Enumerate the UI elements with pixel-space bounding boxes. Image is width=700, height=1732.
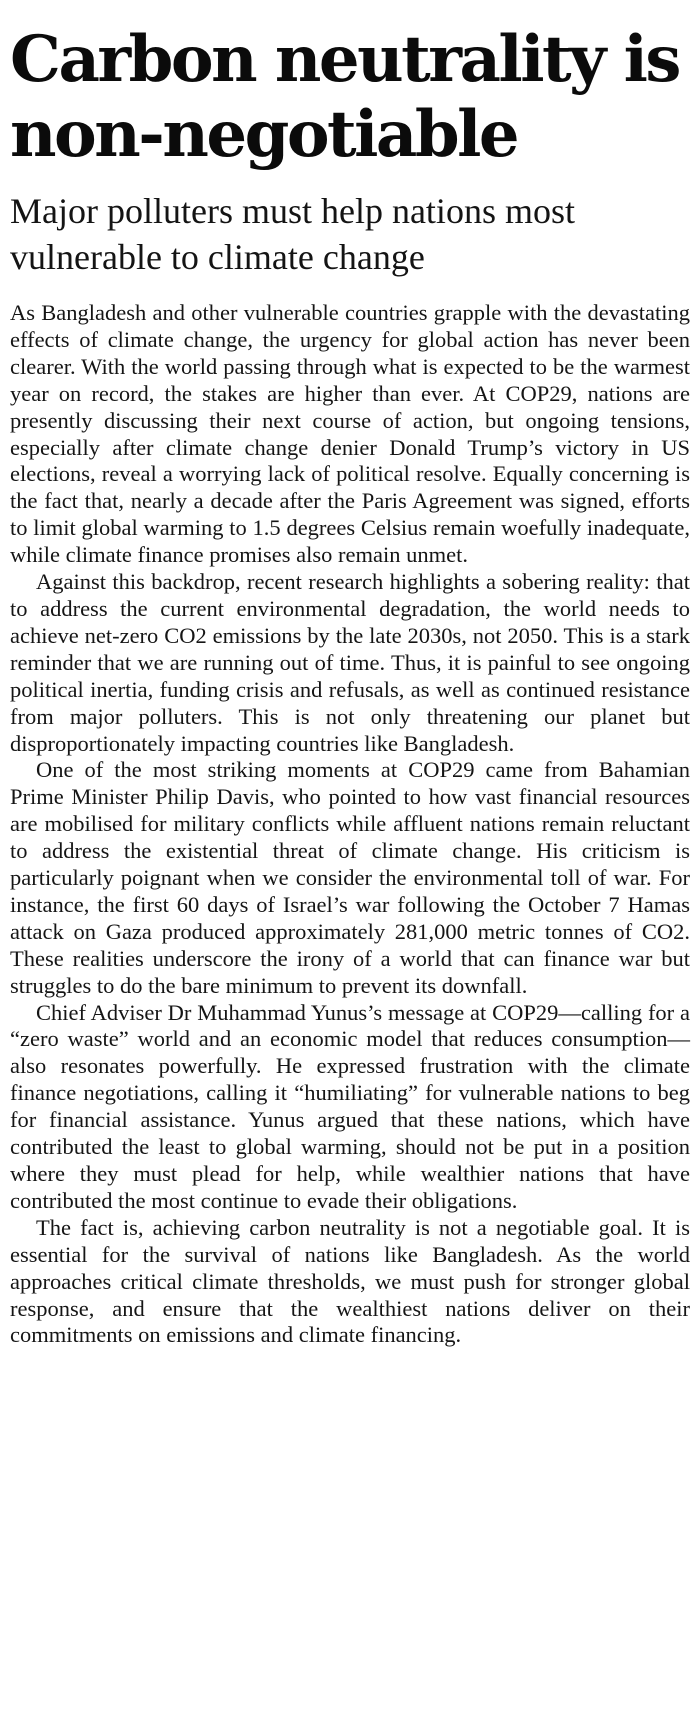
- subheadline: Major polluters must help nations most vulnerable to climate change: [10, 191, 575, 277]
- headline: Carbon neutrality is non-negotiable: [10, 22, 679, 172]
- paragraph-5: The fact is, achieving carbon neutrality is not a negotiable goal. It is essential for the survival of nations like Bangladesh. As the world approaches critical climate thresholds, we must push for stronger global response, and ensure that the wealthiest nations deliver on their commitments on emissions and climate financing.: [10, 1214, 690, 1348]
- paragraph-2: Against this backdrop, recent research highlights a sobering reality: that to address the current environmental degradation, the world needs to achieve net-zero CO2 emissions by the late 2030s, not 2050. This is a stark reminder that we are running out of time. Thus, it is painful to see ongoing political inertia, funding crisis and refusals, as well as continued resistance from major polluters. This is not only threatening our planet but disproportionately impacting countries like Bangladesh.: [10, 569, 690, 756]
- paragraph-4: Chief Adviser Dr Muhammad Yunus’s message at COP29—calling for a “zero waste” world and an economic model that reduces consumption—also resonates powerfully. He expressed frustration with the climate finance negotiations, calling it “humiliating” for vulnerable nations to beg for financial assistance. Yunus argued that these nations, which have contributed the least to global warming, should not be put in a position where they must plead for help, while wealthier nations that have contributed the most continue to evade their obligations.: [10, 999, 690, 1213]
- editorial-article: [10, 0, 690, 1349]
- paragraph-1: As Bangladesh and other vulnerable countries grapple with the devastating effects of climate change, the urgency for global action has never been clearer. With the world passing through what is expected to be the warmest year on record, the stakes are higher than ever. At COP29, nations are presently discussing their next course of action, but ongoing tensions, especially after climate change denier Donald Trump’s victory in US elections, reveal a worrying lack of political resolve. Equally concerning is the fact that, nearly a decade after the Paris Agreement was signed, efforts to limit global warming to 1.5 degrees Celsius remain woefully inadequate, while climate finance promises also remain unmet.: [10, 300, 690, 568]
- paragraph-3: One of the most striking moments at COP29 came from Bahamian Prime Minister Philip Davis, who pointed to how vast financial resources are mobilised for military conflicts while affluent nations remain reluctant to address the existential threat of climate change. His criticism is particularly poignant when we consider the environmental toll of war. For instance, the first 60 days of Israel’s war following the October 7 Hamas attack on Gaza produced approximately 281,000 metric tonnes of CO2. These realities underscore the irony of a world that can finance war but struggles to do the bare minimum to prevent its downfall.: [10, 757, 690, 998]
- article-body: [10, 300, 690, 1349]
